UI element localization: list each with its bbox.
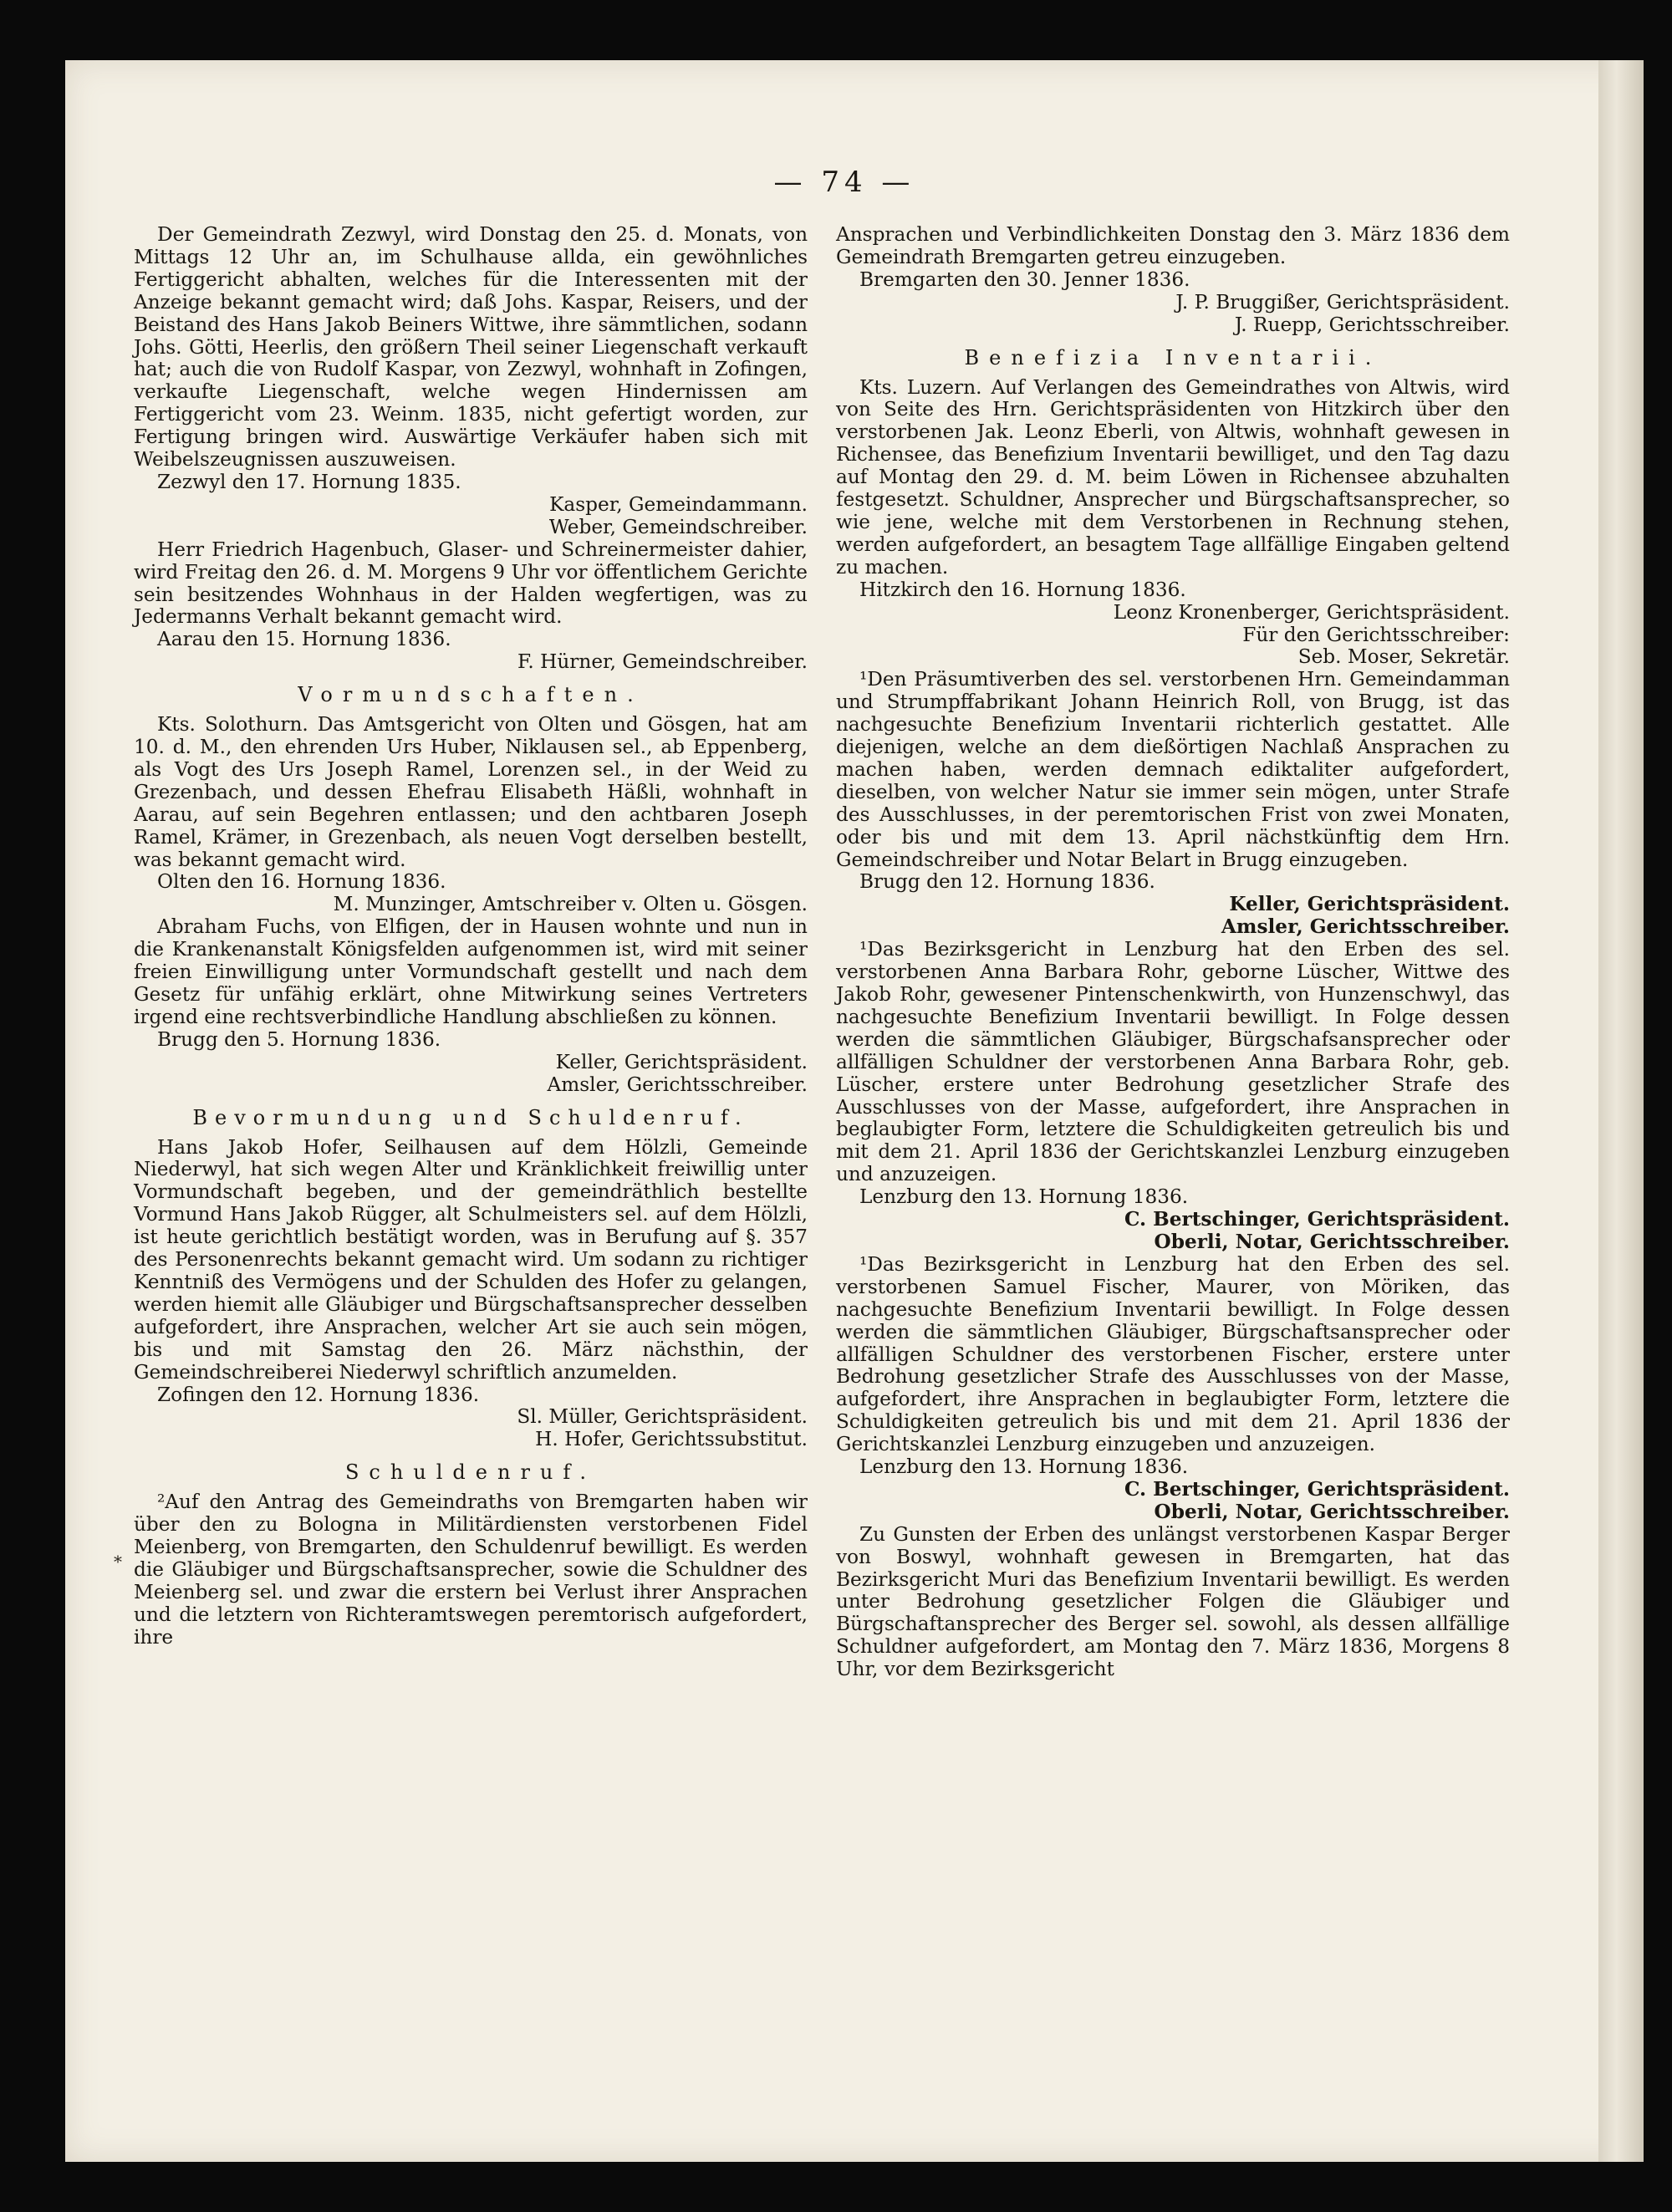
notice-luzern-signature: Leonz Kronenberger, Gerichtspräsident. Für den Gerichtsschreiber: Seb. Moser, Sekretär. (1113, 600, 1510, 669)
section-heading-bevormundung: Bevormundung und Schuldenruf. (192, 1105, 749, 1129)
notice-fischer-signature: C. Bertschinger, Gerichtspräsident. Oberli, Notar, Gerichtsschreiber. (1124, 1477, 1510, 1523)
notice-zezwyl-text: Der Gemeindrath Zezwyl, wird Donstag den 25. d. Monats, von Mittags 12 Uhr an, im Schulhause allda, ein gewöhnliches Fertiggericht abhalten, welches für die Interessenten mit der Anzeige bekannt gemacht wird; daß Johs. Kaspar, Reisers, und der Beistand des Hans Jakob Beiners Wittwe, ihre sämmtlichen, sodann Johs. Götti, Heerlis, den größern Theil seiner Liegenschaft verkauft hat; auch die von Rudolf Kaspar, von Zezwyl, wohnhaft in Zofingen, verkaufte Liegenschaft, welche wegen Hindernissen am Fertiggericht vom 23. Weinm. 1835, nicht gefertigt worden, zur Fertigung bringen wird. Auswärtige Verkäufer haben sich mit Weibelszeugnissen auszuweisen. (134, 223, 808, 471)
notice-solothurn-date: Olten den 16. Hornung 1836. (157, 870, 446, 894)
notice-meienberg-date: Bremgarten den 30. Jenner 1836. (859, 268, 1190, 291)
page-number: — 74 — (773, 166, 915, 199)
left-column (134, 224, 808, 1649)
notice-meienberg-text: ²Auf den Antrag des Gemeindraths von Bremgarten haben wir über den zu Bologna in Militärdiensten verstorbenen Fidel Meienberg, von Bremgarten, den Schuldenruf bewilligt. Es werden die Gläubiger und Bürgschaftsansprecher, sowie die Schuldner des Meienberg sel. und zwar die erstern bei Verlust ihrer Ansprachen und die letztern von Richteramtswegen peremtorisch aufgefordert, ihre (134, 1491, 808, 1649)
notice-berger-text: Zu Gunsten der Erben des unlängst verstorbenen Kaspar Berger von Boswyl, wohnhaft gewesen in Bremgarten, hat das Bezirksgericht Muri das Benefizium Inventarii bewilligt. Es werden unter Bedrohung gesetzlicher Folgen die Gläubiger und Bürgschaftansprecher des Berger sel. sowohl, als dessen allfällige Schuldner aufgefordert, am Montag den 7. März 1836, Morgens 8 Uhr, vor dem Bezirksgericht (836, 1522, 1510, 1681)
notice-luzern-text: Kts. Luzern. Auf Verlangen des Gemeindrathes von Altwis, wird von Seite des Hrn. Gerichtspräsidenten von Hitzkirch über den verstorbenen Jak. Leonz Eberli, von Altwis, wohnhaft gewesen in Richensee, das Benefizium Inventarii bewilliget, und den Tag dazu auf Montag den 29. d. M. beim Löwen in Richensee abzuhalten festgesetzt. Schuldner, Ansprecher und Bürgschaftsansprecher, so wie jene, welche mit dem Verstorbenen in Rechnung stehen, werden aufgefordert, an besagtem Tage allfällige Eingaben geltend zu machen. (836, 375, 1510, 578)
notice-zezwyl-date: Zezwyl den 17. Hornung 1835. (157, 470, 461, 493)
notice-hofer-text: Hans Jakob Hofer, Seilhausen auf dem Hölzli, Gemeinde Niederwyl, hat sich wegen Alter und Kränklichkeit freiwillig unter Vormundschaft begeben, und der gemeindräthlich bestellte Vormund Hans Jakob Rügger, alt Schulmeisters sel. auf dem Hölzli, ist heute gerichtlich bestätigt worden, was in Berufung auf §. 357 des Personenrechts bekannt gemacht wird. Um sodann zu richtiger Kenntniß des Vermögens und der Schulden des Hofer zu gelangen, werden hiemit alle Gläubiger und Bürgschaftsansprecher desselben aufgefordert, ihre Ansprachen, welcher Art sie auch sein mögen, bis und mit Samstag den 26. März nächsthin, der Gemeindschreiberei Niederwyl schriftlich anzumelden. (134, 1135, 808, 1384)
notice-roll-text: ¹Den Präsumtiverben des sel. verstorbenen Hrn. Gemeindamman und Strumpffabrikant Johann Heinrich Roll, von Brugg, ist das nachgesuchte Benefizium Inventarii richterlich gestattet. Alle diejenigen, welche an dem dießörtigen Nachlaß Ansprachen zu machen haben, werden demnach ediktaliter aufgefordert, dieselben, von welcher Natur sie immer sein mögen, unter Strafe des Ausschlusses, in der peremtorischen Frist von zwei Monaten, oder bis und mit dem 13. April nächstkünftig dem Hrn. Gemeindschreiber und Notar Belart in Brugg einzugeben. (836, 668, 1510, 871)
section-heading-vormundschaften: Vormundschaften. (298, 683, 644, 707)
notice-meienberg-continued: Ansprachen und Verbindlichkeiten Donstag den 3. März 1836 dem Gemeindrath Bremgarten getreu einzugeben. (836, 223, 1510, 268)
notice-luzern-date: Hitzkirch den 16. Hornung 1836. (859, 578, 1186, 601)
notice-rohr-signature: C. Bertschinger, Gerichtspräsident. Oberli, Notar, Gerichtsschreiber. (1124, 1208, 1510, 1253)
notice-rohr-date: Lenzburg den 13. Hornung 1836. (859, 1185, 1189, 1209)
section-heading-benefizia: Benefizia Inventarii. (964, 345, 1382, 370)
notice-hofer-date: Zofingen den 12. Hornung 1836. (157, 1383, 480, 1406)
notice-fischer-text: ¹Das Bezirksgericht in Lenzburg hat den Erben des sel. verstorbenen Samuel Fischer, Maurer, von Möriken, das nachgesuchte Benefizium Inventarii bewilligt. In Folge dessen werden die sämmtlichen Gläubiger, Bürgschaftsansprecher oder allfälligen Schuldner des verstorbenen Fischer, erstere unter Bedrohung gesetzlicher Strafe des Ausschlusses von der Masse, aufgefordert, ihre Ansprachen in beglaubigter Form, letztere die Schuldigkeiten getreulich bis und mit dem 21. April 1836 der Gerichtskanzlei Lenzburg einzugeben und anzuzeigen. (836, 1252, 1510, 1456)
notice-hagenbuch-signature: F. Hürner, Gemeindschreiber. (517, 650, 808, 674)
notice-meienberg-signature: J. P. Bruggißer, Gerichtspräsident. J. Ruepp, Gerichtsschreiber. (1175, 290, 1510, 336)
notice-hagenbuch-text: Herr Friedrich Hagenbuch, Glaser- und Schreinermeister dahier, wird Freitag den 26. d. M. Morgens 9 Uhr vor öffentlichem Gerichte sein besitzendes Wohnhaus in der Halden wegfertigen, was zu Jedermanns Verhalt bekannt gemacht wird. (134, 538, 808, 629)
next-page-edge (1598, 60, 1644, 2162)
notice-solothurn-text: Kts. Solothurn. Das Amtsgericht von Olten und Gösgen, hat am 10. d. M., den ehrenden Urs Huber, Niklausen sel., ab Eppenberg, als Vogt des Urs Joseph Ramel, Lorenzen sel., in der Weid zu Grezenbach, und dessen Ehefrau Elisabeth Häßli, wohnhaft in Aarau, auf sein Begehren entlassen; und den achtbaren Joseph Ramel, Krämer, in Grezenbach, als neuen Vogt derselben bestellt, was bekannt gemacht wird. (134, 713, 808, 871)
section-heading-schuldenruf: Schuldenruf. (344, 1460, 597, 1485)
notice-fischer-date: Lenzburg den 13. Hornung 1836. (859, 1455, 1189, 1479)
notice-rohr-text: ¹Das Bezirksgericht in Lenzburg hat den Erben des sel. verstorbenen Anna Barbara Rohr, geborne Lüscher, Wittwe des Jakob Rohr, gewesener Pintenschenkwirth, von Hunzenschwyl, das nachgesuchte Benefizium Inventarii bewilligt. In Folge dessen werden die sämmtlichen Gläubiger, Bürgschafsansprecher oder allfälligen Schuldner der verstorbenen Anna Barbara Rohr, geb. Lüscher, erstere unter Bedrohung gesetzlicher Strafe des Ausschlusses von der Masse, aufgefordert, ihre Ansprachen in beglaubigter Form, letztere die Schuldigkeiten getreulich bis und mit dem 21. April 1836 der Gerichtskanzlei Lenzburg einzugeben und anzuzeigen. (836, 938, 1510, 1186)
notice-hofer-signature: Sl. Müller, Gerichtspräsident. H. Hofer, Gerichtssubstitut. (517, 1405, 808, 1451)
notice-fuchs-date: Brugg den 5. Hornung 1836. (157, 1027, 441, 1051)
notice-roll-date: Brugg den 12. Hornung 1836. (859, 870, 1155, 894)
notice-zezwyl-signature: Kasper, Gemeindammann. Weber, Gemeindschreiber. (548, 492, 808, 538)
notice-roll-signature: Keller, Gerichtspräsident. Amsler, Gerichtsschreiber. (1221, 893, 1510, 939)
right-column (836, 224, 1510, 1681)
notice-solothurn-signature: M. Munzinger, Amtschreiber v. Olten u. Gösgen. (333, 893, 808, 916)
margin-asterisk-mark: * (114, 1552, 122, 1572)
notice-hagenbuch-date: Aarau den 15. Hornung 1836. (157, 628, 451, 651)
notice-fuchs-signature: Keller, Gerichtspräsident. Amsler, Gerichtsschreiber. (547, 1050, 808, 1096)
notice-fuchs-text: Abraham Fuchs, von Elfigen, der in Hausen wohnte und nun in die Krankenanstalt Königsfelden aufgenommen ist, wird mit seiner freien Einwilligung unter Vormundschaft gestellt und nach dem Gesetz für unfähig erklärt, ohne Mitwirkung seines Vertreters irgend eine rechtsverbindliche Handlung abschließen zu können. (134, 915, 808, 1028)
